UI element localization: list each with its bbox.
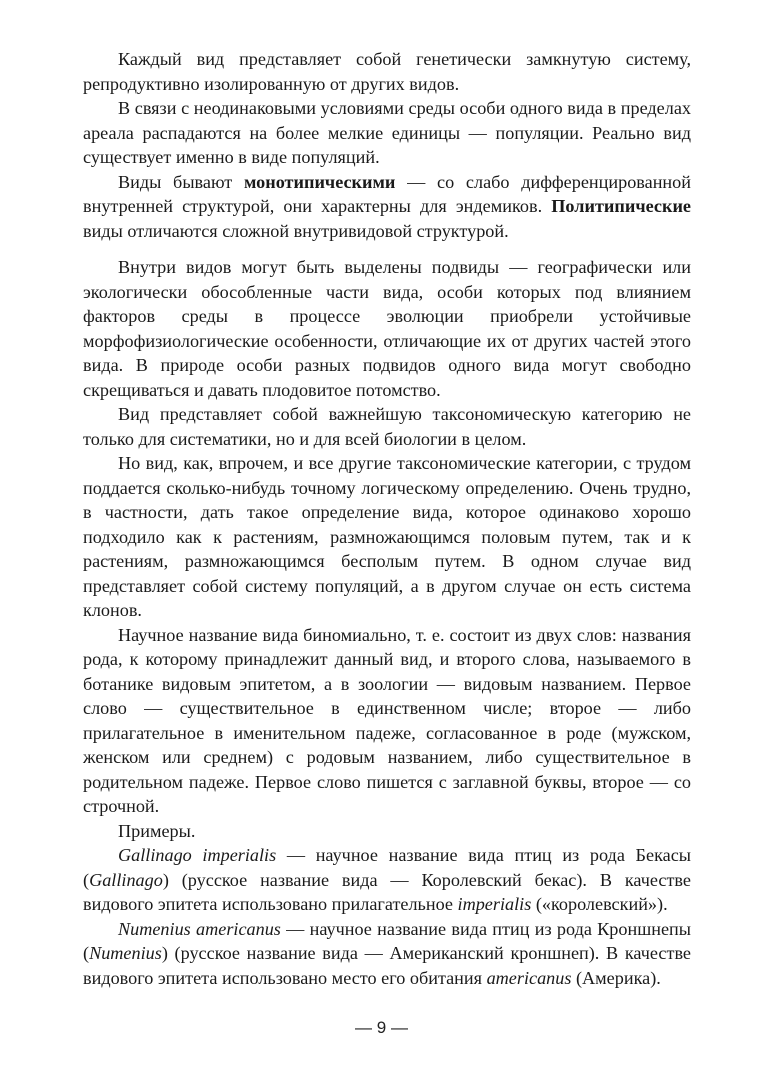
paragraph: В связи с неодинаковыми условиями среды особи одного вида в пределах ареала распадаются на более мелкие единицы — популяции. Реально вид существует именно в виде популяций. <box>83 98 691 167</box>
paragraph: Примеры. <box>118 820 196 841</box>
term-monotypic: монотипическими <box>243 171 396 192</box>
paragraph: Вид представляет собой важнейшую таксономическую категорию не только для систематики, но и для всей биологии в целом. <box>83 404 691 449</box>
page-number: — 9 — <box>355 1018 408 1037</box>
paragraph: Внутри видов могут быть выделены подвиды — географически или экологически обособленные части вида, особи которых под влиянием факторов среды в процессе эволюции приобрели устойчивые морфофизиологические особенности, отличающие их от других частей этого вида. В природе особи разных подвидов одного вида могут свободно скрещиваться и давать плодовитое потомство. <box>83 257 691 400</box>
term-polytypic: Политипические <box>551 196 691 216</box>
paragraph: Numenius americanus — научное название вида птиц из рода Кроншнепы (Numenius) (русское название вида — Американский кроншнеп). В качестве видового эпитета использовано место его обитания americanus (Америка). <box>83 918 691 988</box>
genus-name: Numenius <box>89 943 162 963</box>
species-name: Numenius americanus <box>118 918 281 939</box>
genus-name: Gallinago <box>89 869 163 890</box>
paragraph: Gallinago imperialis — научное название вида птиц из рода Бекасы (Gallinago) (русское название вида — Королевский бекас). В качестве видового эпитета использовано прилагательное imperialis («королевский»). <box>83 845 691 914</box>
paragraph: Научное название вида биномиально, т. е. состоит из двух слов: названия рода, к которому принадлежит данный вид, и второго слова, называемого в ботанике видовым эпитетом, а в зоологии — видовым названием. Первое слово — существительное в единственном числе; второе — либо прилагательное в именительном падеже, согласованное в роде (мужском, женском или среднем) с родовым названием, либо существительное в родительном падеже. Первое слово пишется с заглавной буквы, второе — со строчной. <box>83 624 691 816</box>
epithet: americanus <box>486 967 572 988</box>
paragraph: Каждый вид представляет собой генетически замкнутую систему, репродуктивно изолированную от других видов. <box>83 49 691 94</box>
species-name: Gallinago imperialis <box>118 845 277 865</box>
page-body <box>83 47 691 990</box>
paragraph: Виды бывают монотипическими — со слабо дифференцированной внутренней структурой, они характерны для эндемиков. Политипические виды отличаются сложной внутривидовой структурой. <box>83 171 691 241</box>
paragraph: Но вид, как, впрочем, и все другие таксономические категории, с трудом поддается сколько-нибудь точному логическому определению. Очень трудно, в частности, дать такое определение вида, которое одинаково хорошо подходило как к растениям, размножающимся половым путем, так и к растениям, размножающимся бесполым путем. В одном случае вид представляет собой систему популяций, а в другом случае он есть система клонов. <box>83 453 691 620</box>
epithet: imperialis <box>457 894 532 914</box>
